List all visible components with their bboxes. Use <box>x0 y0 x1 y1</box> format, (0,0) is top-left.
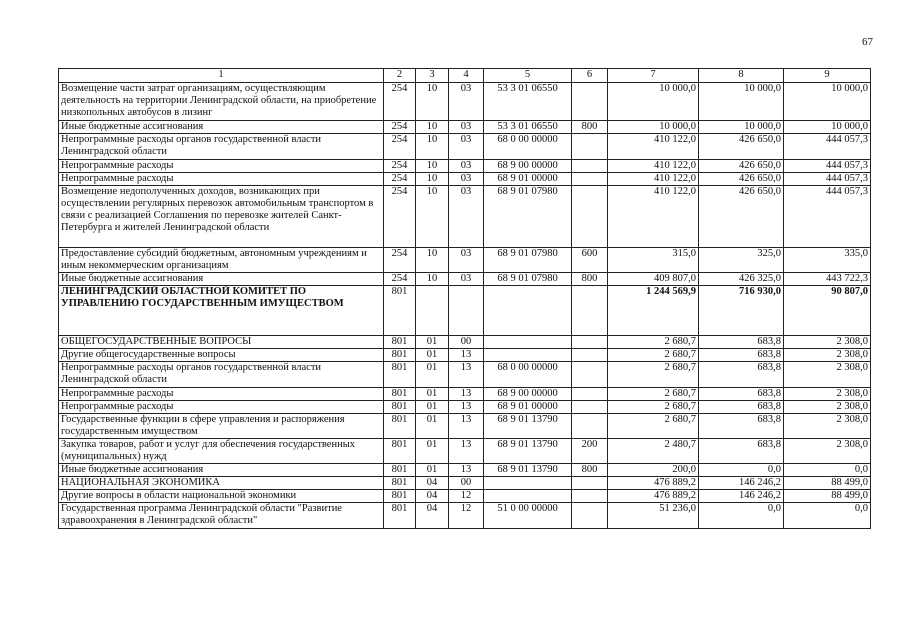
amount-year1-cell: 51 236,0 <box>608 503 699 529</box>
header-cell: 1 <box>59 69 384 83</box>
section-cell: 10 <box>416 273 449 286</box>
subsection-cell: 03 <box>449 248 484 273</box>
csr-cell: 68 9 01 00000 <box>484 401 572 414</box>
row-name-cell: Иные бюджетные ассигнования <box>59 464 384 477</box>
csr-cell: 68 9 01 13790 <box>484 414 572 439</box>
amount-year3-cell: 2 308,0 <box>784 349 871 362</box>
vr-cell: 800 <box>572 273 608 286</box>
amount-year1-cell: 410 122,0 <box>608 186 699 248</box>
section-cell: 01 <box>416 401 449 414</box>
table-row <box>59 401 871 414</box>
kvsr-cell: 801 <box>384 401 416 414</box>
header-cell: 6 <box>572 69 608 83</box>
amount-year3-cell: 444 057,3 <box>784 173 871 186</box>
amount-year1-cell: 2 680,7 <box>608 362 699 388</box>
amount-year1-cell: 2 680,7 <box>608 336 699 349</box>
row-name-cell: ОБЩЕГОСУДАРСТВЕННЫЕ ВОПРОСЫ <box>59 336 384 349</box>
section-cell: 10 <box>416 248 449 273</box>
subsection-cell: 13 <box>449 349 484 362</box>
csr-cell: 68 9 01 13790 <box>484 464 572 477</box>
csr-cell: 51 0 00 00000 <box>484 503 572 529</box>
header-cell: 2 <box>384 69 416 83</box>
csr-cell <box>484 477 572 490</box>
vr-cell <box>572 490 608 503</box>
section-cell: 01 <box>416 349 449 362</box>
csr-cell: 68 9 00 00000 <box>484 388 572 401</box>
page-number: 67 <box>862 36 873 48</box>
amount-year1-cell: 315,0 <box>608 248 699 273</box>
subsection-cell: 00 <box>449 336 484 349</box>
csr-cell <box>484 336 572 349</box>
amount-year1-cell: 2 680,7 <box>608 401 699 414</box>
section-cell: 10 <box>416 121 449 134</box>
subsection-cell: 13 <box>449 388 484 401</box>
kvsr-cell: 801 <box>384 464 416 477</box>
subsection-cell: 12 <box>449 490 484 503</box>
csr-cell: 68 9 01 00000 <box>484 173 572 186</box>
budget-table <box>58 68 871 529</box>
subsection-cell: 13 <box>449 439 484 464</box>
amount-year2-cell: 426 650,0 <box>699 160 784 173</box>
subsection-cell: 13 <box>449 401 484 414</box>
table-row <box>59 336 871 349</box>
table-row <box>59 439 871 464</box>
amount-year3-cell: 444 057,3 <box>784 160 871 173</box>
table-row <box>59 362 871 388</box>
kvsr-cell: 801 <box>384 349 416 362</box>
table-row <box>59 160 871 173</box>
section-cell: 01 <box>416 414 449 439</box>
row-name-cell: НАЦИОНАЛЬНАЯ ЭКОНОМИКА <box>59 477 384 490</box>
amount-year3-cell: 2 308,0 <box>784 439 871 464</box>
row-name-cell: Непрограммные расходы <box>59 401 384 414</box>
header-cell: 9 <box>784 69 871 83</box>
kvsr-cell: 254 <box>384 273 416 286</box>
vr-cell <box>572 173 608 186</box>
subsection-cell: 03 <box>449 173 484 186</box>
kvsr-cell: 801 <box>384 414 416 439</box>
table-row <box>59 186 871 248</box>
kvsr-cell: 254 <box>384 121 416 134</box>
subsection-cell: 03 <box>449 186 484 248</box>
row-name-cell: Иные бюджетные ассигнования <box>59 273 384 286</box>
csr-cell: 68 9 01 07980 <box>484 273 572 286</box>
csr-cell: 68 0 00 00000 <box>484 134 572 160</box>
csr-cell: 53 3 01 06550 <box>484 121 572 134</box>
section-cell: 10 <box>416 134 449 160</box>
table-row <box>59 477 871 490</box>
row-name-cell: Непрограммные расходы <box>59 388 384 401</box>
amount-year1-cell: 200,0 <box>608 464 699 477</box>
amount-year3-cell: 88 499,0 <box>784 477 871 490</box>
row-name-cell: Другие общегосударственные вопросы <box>59 349 384 362</box>
subsection-cell: 00 <box>449 477 484 490</box>
section-cell: 10 <box>416 186 449 248</box>
subsection-cell: 03 <box>449 273 484 286</box>
amount-year2-cell: 426 650,0 <box>699 186 784 248</box>
kvsr-cell: 801 <box>384 388 416 401</box>
csr-cell: 68 9 00 00000 <box>484 160 572 173</box>
amount-year1-cell: 409 807,0 <box>608 273 699 286</box>
amount-year2-cell: 683,8 <box>699 414 784 439</box>
section-cell: 01 <box>416 464 449 477</box>
section-cell: 10 <box>416 160 449 173</box>
amount-year1-cell: 2 680,7 <box>608 414 699 439</box>
table-row <box>59 83 871 121</box>
row-name-cell: Непрограммные расходы <box>59 160 384 173</box>
vr-cell <box>572 83 608 121</box>
table-row <box>59 464 871 477</box>
amount-year2-cell: 716 930,0 <box>699 286 784 336</box>
subsection-cell: 13 <box>449 464 484 477</box>
amount-year3-cell: 2 308,0 <box>784 336 871 349</box>
csr-cell <box>484 286 572 336</box>
row-name-cell: Возмещение части затрат организациям, осуществляющим деятельность на территории Ленинградской области, на приобретение низкопольных автобусов в лизинг <box>59 83 384 121</box>
vr-cell: 600 <box>572 248 608 273</box>
amount-year1-cell: 2 680,7 <box>608 349 699 362</box>
row-name-cell: Непрограммные расходы органов государственной власти Ленинградской области <box>59 134 384 160</box>
header-cell: 7 <box>608 69 699 83</box>
table-row <box>59 414 871 439</box>
vr-cell: 200 <box>572 439 608 464</box>
table-row <box>59 121 871 134</box>
csr-cell <box>484 349 572 362</box>
amount-year1-cell: 2 680,7 <box>608 388 699 401</box>
vr-cell <box>572 503 608 529</box>
section-cell: 04 <box>416 477 449 490</box>
amount-year1-cell: 1 244 569,9 <box>608 286 699 336</box>
amount-year3-cell: 90 807,0 <box>784 286 871 336</box>
row-name-cell: Государственная программа Ленинградской области "Развитие здравоохранения в Ленинградской области" <box>59 503 384 529</box>
vr-cell: 800 <box>572 464 608 477</box>
amount-year2-cell: 325,0 <box>699 248 784 273</box>
kvsr-cell: 801 <box>384 490 416 503</box>
csr-cell: 68 9 01 07980 <box>484 248 572 273</box>
section-cell: 01 <box>416 388 449 401</box>
section-cell: 01 <box>416 439 449 464</box>
kvsr-cell: 254 <box>384 160 416 173</box>
row-name-cell: ЛЕНИНГРАДСКИЙ ОБЛАСТНОЙ КОМИТЕТ ПО УПРАВЛЕНИЮ ГОСУДАРСТВЕННЫМ ИМУЩЕСТВОМ <box>59 286 384 336</box>
kvsr-cell: 254 <box>384 248 416 273</box>
amount-year2-cell: 0,0 <box>699 503 784 529</box>
table-row <box>59 248 871 273</box>
kvsr-cell: 801 <box>384 503 416 529</box>
row-name-cell: Закупка товаров, работ и услуг для обеспечения государственных (муниципальных) нужд <box>59 439 384 464</box>
table-row <box>59 134 871 160</box>
kvsr-cell: 801 <box>384 286 416 336</box>
amount-year2-cell: 146 246,2 <box>699 477 784 490</box>
amount-year2-cell: 683,8 <box>699 439 784 464</box>
section-cell <box>416 286 449 336</box>
amount-year3-cell: 2 308,0 <box>784 362 871 388</box>
header-cell: 4 <box>449 69 484 83</box>
kvsr-cell: 254 <box>384 134 416 160</box>
amount-year3-cell: 88 499,0 <box>784 490 871 503</box>
subsection-cell: 03 <box>449 121 484 134</box>
vr-cell <box>572 134 608 160</box>
amount-year2-cell: 683,8 <box>699 349 784 362</box>
table-row <box>59 490 871 503</box>
header-cell: 5 <box>484 69 572 83</box>
subsection-cell: 03 <box>449 83 484 121</box>
row-name-cell: Непрограммные расходы органов государственной власти Ленинградской области <box>59 362 384 388</box>
kvsr-cell: 801 <box>384 362 416 388</box>
amount-year2-cell: 683,8 <box>699 362 784 388</box>
kvsr-cell: 254 <box>384 83 416 121</box>
csr-cell <box>484 490 572 503</box>
section-cell: 10 <box>416 173 449 186</box>
amount-year1-cell: 410 122,0 <box>608 134 699 160</box>
table-row <box>59 349 871 362</box>
amount-year1-cell: 410 122,0 <box>608 173 699 186</box>
amount-year2-cell: 426 650,0 <box>699 173 784 186</box>
section-cell: 01 <box>416 336 449 349</box>
vr-cell <box>572 414 608 439</box>
amount-year3-cell: 444 057,3 <box>784 134 871 160</box>
amount-year2-cell: 0,0 <box>699 464 784 477</box>
amount-year1-cell: 476 889,2 <box>608 490 699 503</box>
amount-year3-cell: 10 000,0 <box>784 121 871 134</box>
amount-year1-cell: 10 000,0 <box>608 83 699 121</box>
row-name-cell: Предоставление субсидий бюджетным, автономным учреждениям и иным некоммерческим организациям <box>59 248 384 273</box>
kvsr-cell: 254 <box>384 186 416 248</box>
amount-year1-cell: 2 480,7 <box>608 439 699 464</box>
csr-cell: 53 3 01 06550 <box>484 83 572 121</box>
subsection-cell: 13 <box>449 362 484 388</box>
amount-year3-cell: 10 000,0 <box>784 83 871 121</box>
row-name-cell: Государственные функции в сфере управления и распоряжения государственным имуществом <box>59 414 384 439</box>
row-name-cell: Другие вопросы в области национальной экономики <box>59 490 384 503</box>
row-name-cell: Возмещение недополученных доходов, возникающих при осуществлении регулярных перевозок автомобильным транспортом в связи с реализацией Соглашения по перевозке жителей Санкт-Петербурга и жителей Ленинградской области <box>59 186 384 248</box>
vr-cell <box>572 186 608 248</box>
vr-cell <box>572 477 608 490</box>
amount-year2-cell: 683,8 <box>699 336 784 349</box>
amount-year1-cell: 410 122,0 <box>608 160 699 173</box>
subsection-cell: 13 <box>449 414 484 439</box>
amount-year2-cell: 10 000,0 <box>699 121 784 134</box>
kvsr-cell: 801 <box>384 439 416 464</box>
subsection-cell: 12 <box>449 503 484 529</box>
csr-cell: 68 9 01 13790 <box>484 439 572 464</box>
vr-cell <box>572 401 608 414</box>
row-name-cell: Непрограммные расходы <box>59 173 384 186</box>
section-cell: 04 <box>416 503 449 529</box>
subsection-cell <box>449 286 484 336</box>
kvsr-cell: 801 <box>384 477 416 490</box>
table-row <box>59 273 871 286</box>
amount-year1-cell: 476 889,2 <box>608 477 699 490</box>
vr-cell <box>572 362 608 388</box>
amount-year3-cell: 0,0 <box>784 503 871 529</box>
vr-cell <box>572 286 608 336</box>
subsection-cell: 03 <box>449 160 484 173</box>
vr-cell <box>572 349 608 362</box>
table-header-row <box>59 69 871 83</box>
amount-year2-cell: 426 650,0 <box>699 134 784 160</box>
amount-year2-cell: 683,8 <box>699 401 784 414</box>
vr-cell: 800 <box>572 121 608 134</box>
csr-cell: 68 9 01 07980 <box>484 186 572 248</box>
amount-year1-cell: 10 000,0 <box>608 121 699 134</box>
kvsr-cell: 254 <box>384 173 416 186</box>
section-cell: 01 <box>416 362 449 388</box>
amount-year2-cell: 426 325,0 <box>699 273 784 286</box>
amount-year3-cell: 444 057,3 <box>784 186 871 248</box>
table-row <box>59 286 871 336</box>
csr-cell: 68 0 00 00000 <box>484 362 572 388</box>
subsection-cell: 03 <box>449 134 484 160</box>
header-cell: 8 <box>699 69 784 83</box>
amount-year3-cell: 0,0 <box>784 464 871 477</box>
section-cell: 04 <box>416 490 449 503</box>
table-row <box>59 388 871 401</box>
amount-year2-cell: 146 246,2 <box>699 490 784 503</box>
amount-year3-cell: 2 308,0 <box>784 401 871 414</box>
vr-cell <box>572 336 608 349</box>
vr-cell <box>572 388 608 401</box>
amount-year2-cell: 683,8 <box>699 388 784 401</box>
amount-year3-cell: 335,0 <box>784 248 871 273</box>
kvsr-cell: 801 <box>384 336 416 349</box>
amount-year3-cell: 2 308,0 <box>784 414 871 439</box>
table-row <box>59 503 871 529</box>
amount-year2-cell: 10 000,0 <box>699 83 784 121</box>
vr-cell <box>572 160 608 173</box>
header-cell: 3 <box>416 69 449 83</box>
amount-year3-cell: 2 308,0 <box>784 388 871 401</box>
amount-year3-cell: 443 722,3 <box>784 273 871 286</box>
row-name-cell: Иные бюджетные ассигнования <box>59 121 384 134</box>
table-row <box>59 173 871 186</box>
section-cell: 10 <box>416 83 449 121</box>
